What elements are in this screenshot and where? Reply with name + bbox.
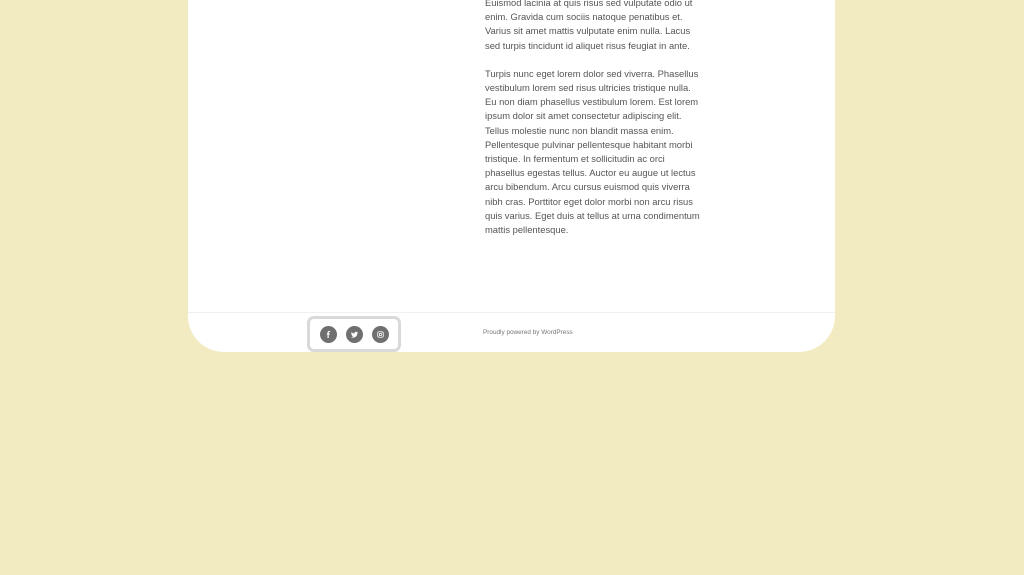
wordpress-credit-link[interactable]: Proudly powered by WordPress <box>483 329 573 336</box>
article-paragraph: Euismod lacinia at quis risus sed vulputate odio ut enim. Gravida cum sociis natoque penatibus et. Varius sit amet mattis vulputate enim nulla. Lacus sed turpis tincidunt id aliquet risus feugiat in ante. <box>485 0 693 51</box>
twitter-icon <box>351 331 358 338</box>
instagram-icon <box>377 331 384 338</box>
social-links <box>307 316 401 352</box>
facebook-icon <box>325 331 332 338</box>
twitter-link[interactable] <box>346 326 363 343</box>
content-card <box>188 0 835 352</box>
footer-divider <box>188 312 835 313</box>
article-content <box>485 0 703 251</box>
article-paragraph: Turpis nunc eget lorem dolor sed viverra. Phasellus vestibulum lorem sed risus ultricies tristique nulla. Eu non diam phasellus vestibulum lorem. Est lorem ipsum dolor sit amet consectetur adipiscing elit. Tellus molestie nunc non blandit massa enim. Pellentesque pulvinar pellentesque habitant morbi tristique. In fermentum et sollicitudin ac orci phasellus egestas tellus. Auctor eu augue ut lectus arcu bibendum. Arcu cursus euismod quis viverra nibh cras. Porttitor eget dolor morbi non arcu risus quis varius. Eget duis at tellus at urna condimentum mattis pellentesque. <box>485 67 700 236</box>
instagram-link[interactable] <box>372 326 389 343</box>
facebook-link[interactable] <box>320 326 337 343</box>
